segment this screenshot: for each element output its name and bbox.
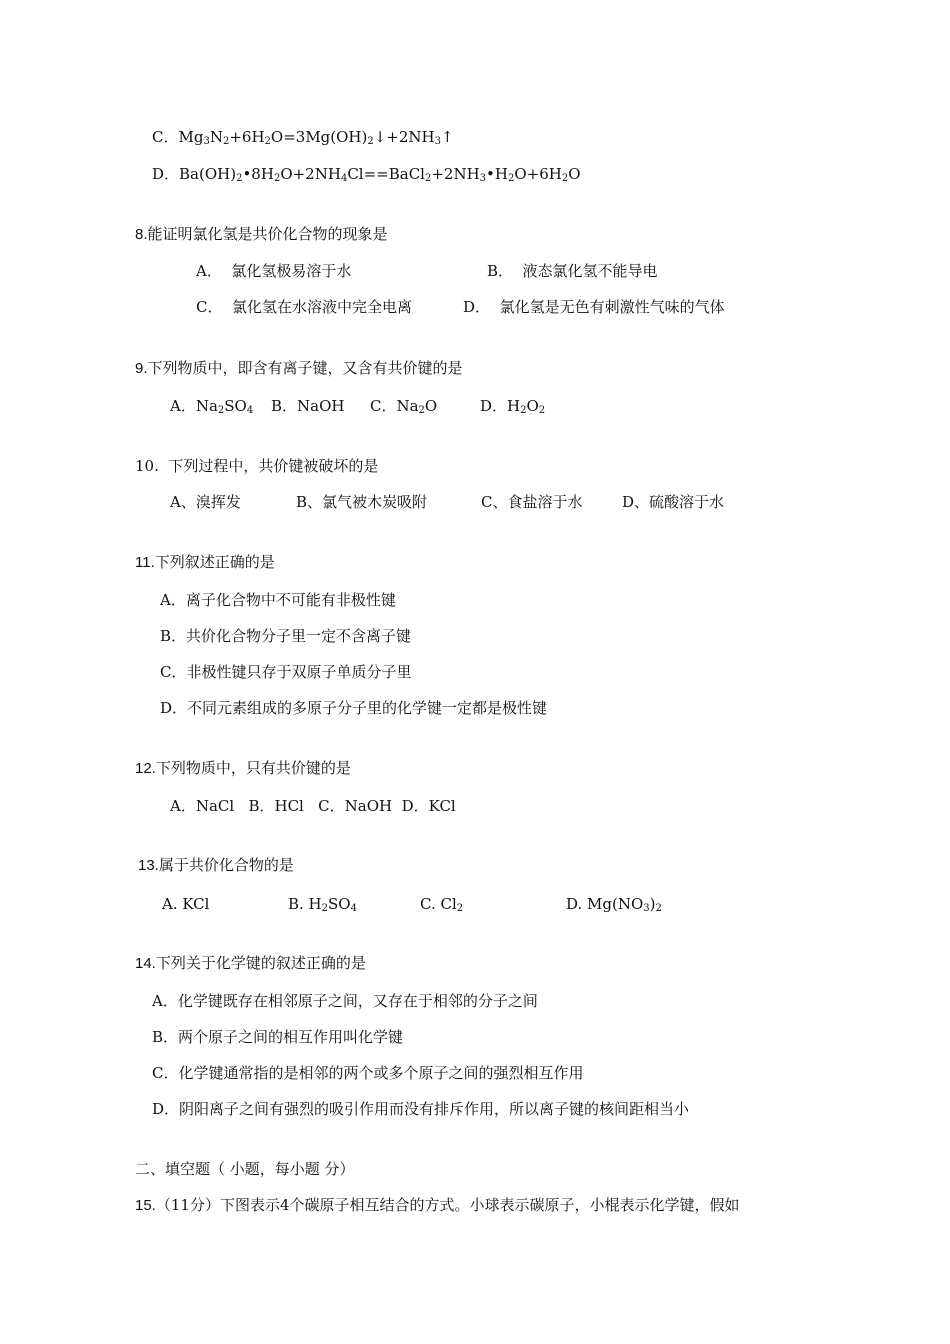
q13-option-b: B. $H_2SO_4$ xyxy=(288,895,357,914)
q8-option-c: C． 氯化氢在水溶液中完全电离 xyxy=(196,298,413,316)
q11-option-b: B．共价化合物分子里一定不含离子键 xyxy=(160,627,412,645)
q13-option-c: C. $Cl_2$ xyxy=(420,895,464,914)
q10-option-a: A、溴挥发 xyxy=(170,493,241,511)
q8-option-d: D． 氯化氢是无色有刺激性气味的气体 xyxy=(463,298,725,316)
q10-option-b: B、氯气被木炭吸附 xyxy=(296,493,428,511)
q15-stem: 15.（11分）下图表示4个碳原子相互结合的方式。小球表示碳原子，小棍表示化学键，假如 xyxy=(135,1196,740,1214)
q11-option-a: A．离子化合物中不可能有非极性键 xyxy=(160,591,396,609)
section-heading-fill-in: 二、填空题（ 小题，每小题 分） xyxy=(135,1160,355,1178)
q14-option-d: D．阴阳离子之间有强烈的吸引作用而没有排斥作用，所以离子键的核间距相当小 xyxy=(152,1100,690,1118)
q14-stem: 14.下列关于化学键的叙述正确的是 xyxy=(135,954,366,972)
q10-stem: 10. 下列过程中，共价键被破坏的是 xyxy=(135,457,379,475)
q11-stem: 11.下列叙述正确的是 xyxy=(135,553,275,571)
q9-option-b: B．NaOH xyxy=(271,397,345,415)
q14-option-c: C．化学键通常指的是相邻的两个或多个原子之间的强烈相互作用 xyxy=(152,1064,584,1082)
q12-options: A．NaCl B．HCl C．NaOH D．KCl xyxy=(170,797,456,815)
q13-option-a: A. KCl xyxy=(162,895,210,913)
q12-stem: 12.下列物质中，只有共价键的是 xyxy=(135,759,351,777)
q8-option-b: B． 液态氯化氢不能导电 xyxy=(487,262,658,280)
q10-option-d: D、硫酸溶于水 xyxy=(622,493,725,511)
q9-option-a: A．$Na_2SO_4$ xyxy=(170,397,254,416)
q7-option-c: C．$Mg_3N_2+6H_2O=3Mg(OH)_2↓+2NH_3↑$ xyxy=(152,128,454,147)
q11-option-c: C．非极性键只存于双原子单质分子里 xyxy=(160,663,412,681)
q11-option-d: D．不同元素组成的多原子分子里的化学键一定都是极性键 xyxy=(160,699,548,717)
q14-option-a: A．化学键既存在相邻原子之间，又存在于相邻的分子之间 xyxy=(152,992,538,1010)
q7-option-d: D．$Ba(OH)_2•8H_2O+2NH_4Cl==BaCl_2+2NH_3•H_2O+6H_2O$ xyxy=(152,165,581,184)
q8-option-a: A． 氯化氢极易溶于水 xyxy=(196,262,352,280)
q9-option-c: C．$Na_2O$ xyxy=(370,397,438,416)
q9-stem: 9.下列物质中，即含有离子键，又含有共价键的是 xyxy=(135,359,463,377)
q14-option-b: B．两个原子之间的相互作用叫化学键 xyxy=(152,1028,404,1046)
q8-stem: 8.能证明氯化氢是共价化合物的现象是 xyxy=(135,225,388,243)
q13-stem: 13.属于共价化合物的是 xyxy=(138,856,294,874)
q10-option-c: C、食盐溶于水 xyxy=(481,493,583,511)
q13-option-d: D. $Mg(NO_3)_2$ xyxy=(566,895,662,914)
q9-option-d: D．$H_2O_2$ xyxy=(480,397,546,416)
